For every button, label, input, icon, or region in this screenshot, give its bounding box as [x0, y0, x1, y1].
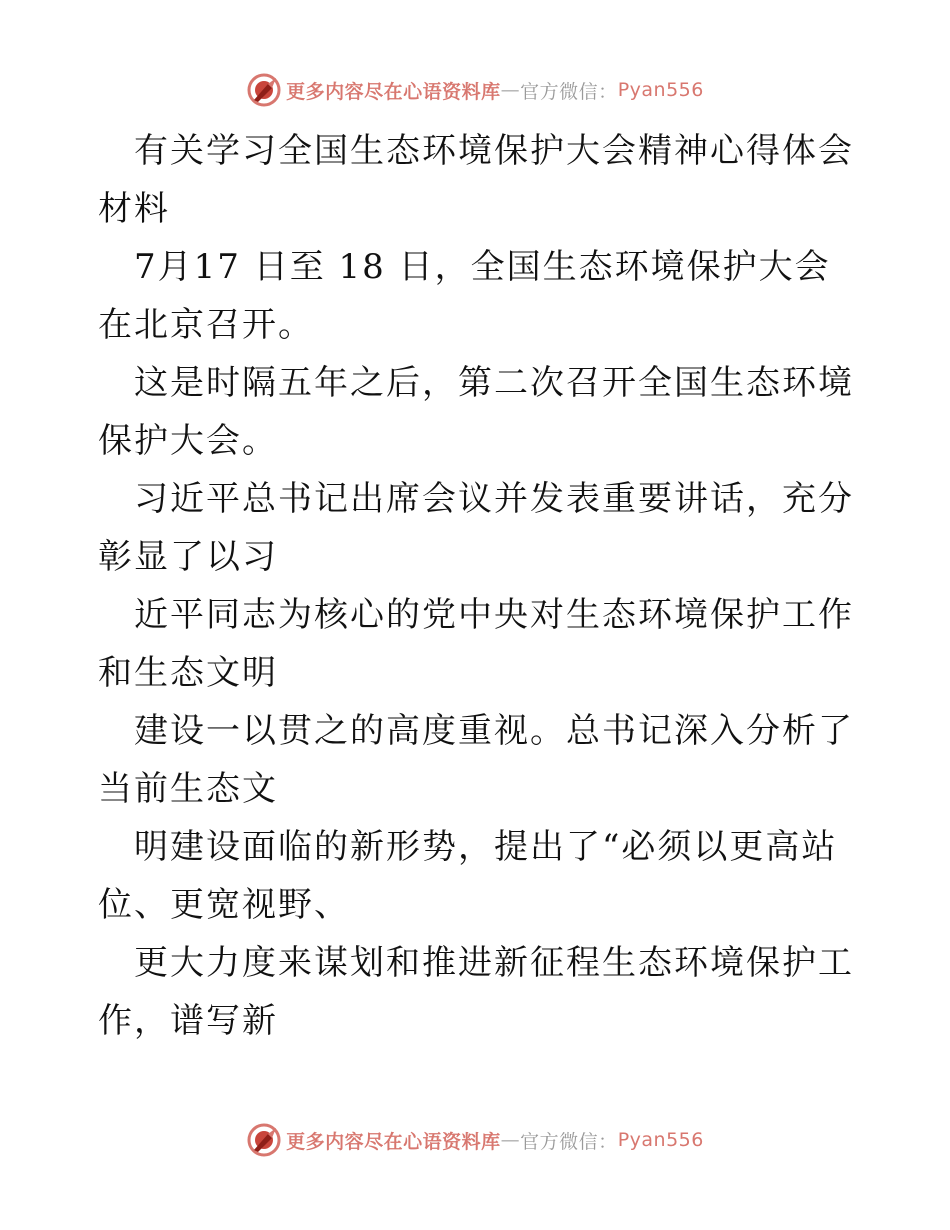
watermark-id: Pyan556 — [617, 79, 704, 101]
watermark-text — [286, 1127, 704, 1154]
paragraph: 习近平总书记出席会议并发表重要讲话，充分彰显了以习 — [98, 479, 854, 577]
pen-nib-circle-icon — [246, 1122, 282, 1158]
paragraph: 更大力度来谋划和推进新征程生态环境保护工作，谱写新 — [98, 943, 854, 1041]
paragraph: 近平同志为核心的党中央对生态环境保护工作和生态文明 — [98, 595, 854, 693]
paragraph: 建设一以贯之的高度重视。总书记深入分析了当前生态文 — [98, 711, 854, 809]
watermark-text — [286, 77, 704, 104]
watermark-dash: — — [500, 1129, 521, 1151]
watermark-dash: — — [500, 79, 521, 101]
document-body — [98, 122, 858, 1050]
watermark-label: 官方微信： — [520, 1130, 618, 1153]
paragraph: 这是时隔五年之后，第二次召开全国生态环境保护大会。 — [98, 363, 854, 461]
document-title: 有关学习全国生态环境保护大会精神心得体会材料 — [98, 131, 854, 229]
paragraph: 明建设面临的新形势，提出了“必须以更高站位、更宽视野、 — [98, 827, 838, 925]
footer-watermark — [0, 1120, 950, 1160]
watermark-brand: 更多内容尽在心语资料库 — [286, 1130, 501, 1153]
watermark-brand: 更多内容尽在心语资料库 — [286, 80, 501, 103]
paragraph: 7月17 日至 18 日，全国生态环境保护大会在北京召开。 — [98, 247, 831, 345]
watermark-label: 官方微信： — [520, 80, 618, 103]
watermark-id: Pyan556 — [617, 1129, 704, 1151]
pen-nib-circle-icon — [246, 72, 282, 108]
header-watermark — [0, 70, 950, 110]
